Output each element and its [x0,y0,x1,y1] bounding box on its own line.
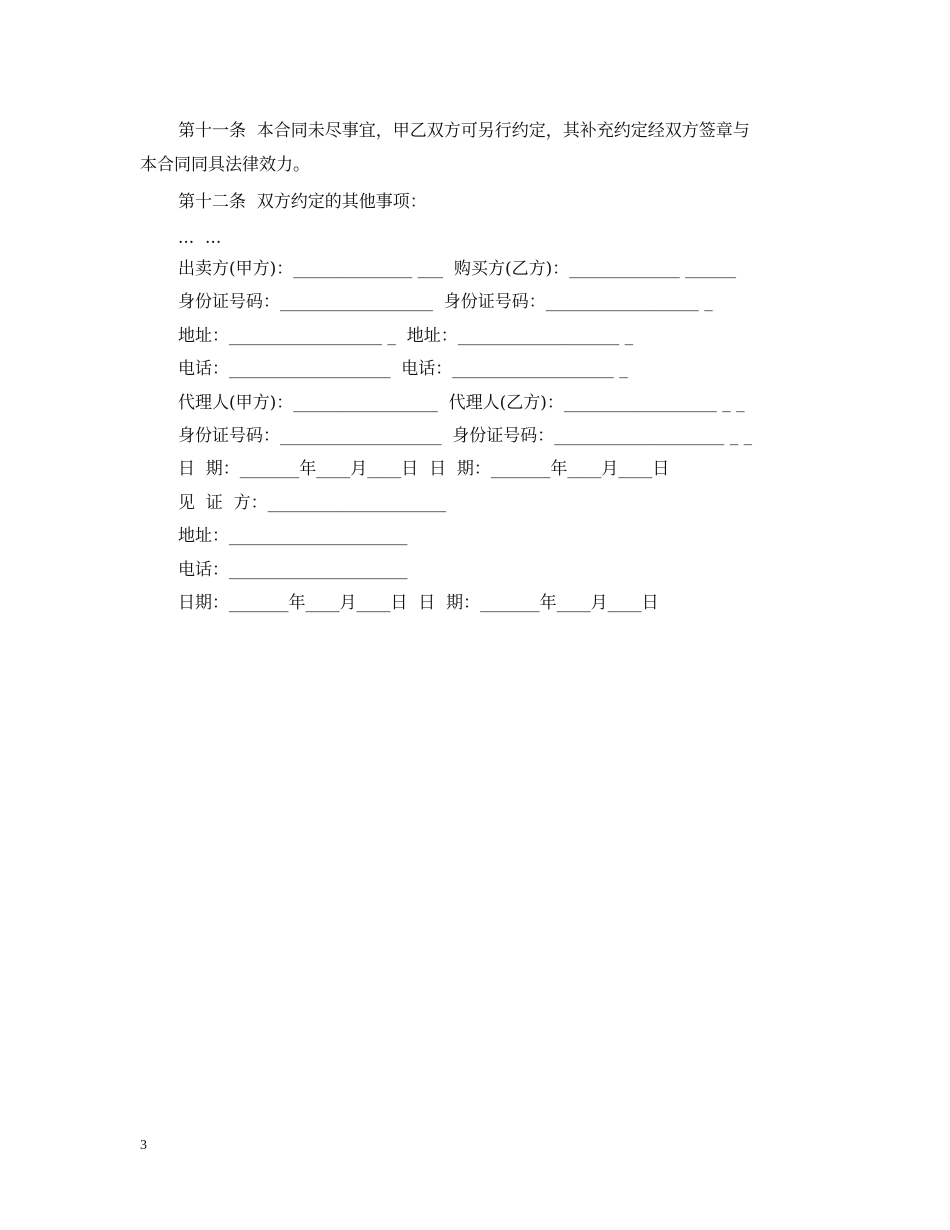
witness-date-line: 日期：_______年____月____日 日 期：_______年____月____日 [178,593,659,613]
agent-id-line: 身份证号码：___________________ 身份证号码：____________________ _ _ [178,426,753,446]
witness-address-line: 地址：_____________________ [178,526,408,546]
agent-line: 代理人(甲方)：_________________ 代理人(乙方)：__________________ _ _ [178,393,745,413]
clause-11-line-2: 本合同同具法律效力。 [140,155,310,175]
witness-line: 见 证 方：_____________________ [178,493,447,513]
seller-buyer-line: 出卖方(甲方)：______________ ___ 购买方(乙方)：_____________ ______ [178,259,737,279]
clause-11-line-1: 第十一条 本合同未尽事宜，甲乙双方可另行约定，其补充约定经双方签章与 [178,121,750,141]
witness-phone-line: 电话：_____________________ [178,560,408,580]
id-number-line: 身份证号码：__________________ 身份证号码：__________________ _ [178,292,713,312]
page-number: 3 [140,1138,147,1153]
ellipsis-line: ... ... [178,228,222,248]
clause-12-heading: 第十二条 双方约定的其他事项： [178,192,427,212]
phone-line: 电话：___________________ 电话：___________________ _ [178,359,628,379]
address-line: 地址：__________________ _ 地址：___________________ _ [178,326,634,346]
date-line: 日 期：_______年____月____日 日 期：_______年____月____日 [178,459,670,479]
